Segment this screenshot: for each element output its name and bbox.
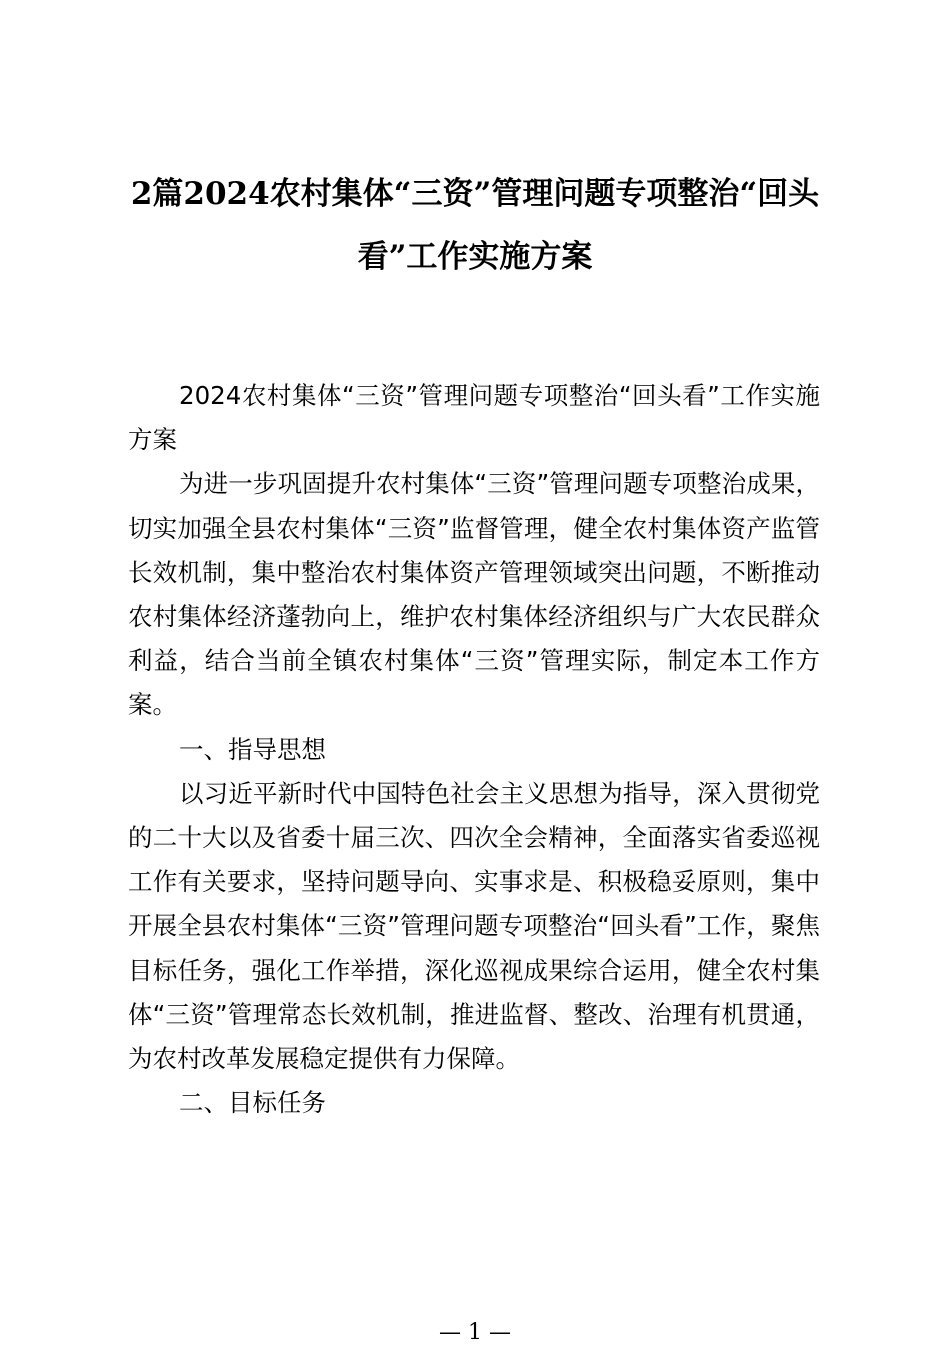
section-1-heading: 一、指导思想	[179, 734, 326, 764]
page-number: — 1 —	[439, 1320, 511, 1345]
section-title: 2024农村集体“三资”管理问题专项整治“回头看”工作实施方案	[128, 381, 820, 455]
section-1-paragraph: 以习近平新时代中国特色社会主义思想为指导，深入贯彻党的二十大以及省委十届三次、四次全会精神，全面落实省委巡视工作有关要求，坚持问题导向、实事求是、积极稳妥原则，集中开展全县农村集体“三资”管理问题专项整治“回头看”工作，聚焦目标任务，强化工作举措，深化巡视成果综合运用，健全农村集体“三资”管理常态长效机制，推进监督、整改、治理有机贯通，为农村改革发展稳定提供有力保障。	[128, 778, 820, 1074]
document-body	[128, 374, 820, 1125]
intro-paragraph: 为进一步巩固提升农村集体“三资”管理问题专项整治成果，切实加强全县农村集体“三资”监督管理，健全农村集体资产监管长效机制，集中整治农村集体资产管理领域突出问题，不断推动农村集体经济蓬勃向上，维护农村集体经济组织与广大农民群众利益，结合当前全镇农村集体“三资”管理实际，制定本工作方案。	[128, 469, 820, 720]
document-title: 2篇2024农村集体“三资”管理问题专项整治“回头看”工作实施方案	[130, 176, 820, 275]
section-2-heading: 二、目标任务	[179, 1088, 326, 1118]
